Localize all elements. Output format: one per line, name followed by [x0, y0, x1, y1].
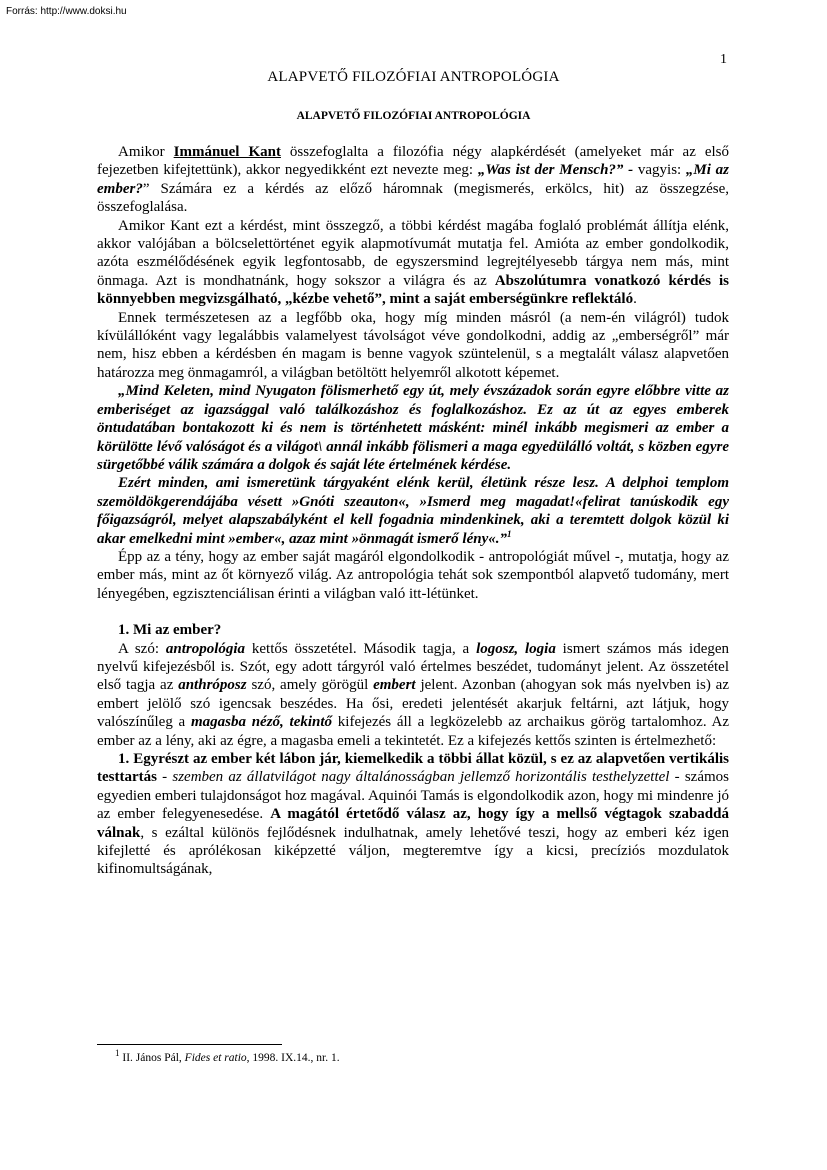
footnote-divider [97, 1044, 282, 1045]
section-heading: 1. Mi az ember? [118, 622, 222, 639]
header-title: ALAPVETŐ FILOZÓFIAI ANTROPOLÓGIA [267, 69, 560, 85]
footnote-ref: 1 [507, 528, 512, 539]
quote-mi-az-ember: „Mi az ember? [97, 162, 729, 197]
paragraph-vertical-posture: 1. Egyrészt az ember két lábon jár, kiemelkedik a többi állat közül, s ez az alapvetően vertikális testtartás - szemben az állatvilágot nagy általánosságban jellemző horizontális testhelyzettel - számos egyedien emberi tulajdonságot hoz magával. Aquinói Tamás is elgondolkodik azon, hogy mi mindenre jó az ember felegyenesedése. A magától értetődő válasz az, hogy így a mellső végtagok szabaddá válnak, s ezáltal különös fejlődésnek indulhatnak, amely lehetővé teszi, hogy az emberi kéz igen kifejletté és aprólékosan kiképzetté váljon, megteremtve így a kicsi, precíziós mozdulatok kifinomultságának, [97, 751, 729, 878]
source-label: Forrás: http://www.doksi.hu [6, 6, 127, 17]
paragraph-reason: Ennek természetesen az a legfőbb oka, hogy míg minden másról (a nem-én világról) tudok kívülállóként vagy legalábbis valamelyest távolságot véve gondolkodni, addig az „emberségről” már nem, hisz ebben a kérdésben én magam is benne vagyok szüntelenül, s a megtalált válasz alapvetően határozza meg önmagamról, a világban betöltött helyemről alkotott képemet. [97, 309, 729, 381]
kant-name: Immánuel Kant [173, 144, 281, 160]
paragraph-kant-question: Amikor Kant ezt a kérdést, mint összegző, a többi kérdést magába foglaló problémát állítja elénk, akkor valójában a bölcselettörténet egyik alapmotívumát mutatja fel. Amióta az ember gondolkodik, azóta eszmélődésének egyik legfontosabb, de egyszersmind legrejtélyesebb tárgya nem más, mint önmaga. Azt is mondhatnánk, hogy sokszor a világra és az Abszolútumra vonatkozó kérdés is könnyebben megvizsgálható, „kézbe vehető”, mint a saját emberségünkre reflektáló. [97, 217, 729, 308]
quote-paragraph-1: „Mind Keleten, mind Nyugaton fölismerhető egy út, mely évszázadok során egyre előbbre vitte az emberiséget az igazsággal való találkozáshoz és foglalkozáshoz. Ez az út az egyes emberek öntudatában bontakozott ki és nem is történhetett másként: minél inkább megismeri az ember a körülötte lévő valóságot és a világot\ annál inkább fölismeri a maga egyedülálló voltát, s közben egyre sürgetőbbé válik számára a dolgok és saját léte értelmének kérdése. [97, 383, 729, 473]
paragraph-etymology: A szó: antropológia kettős összetétel. Második tagja, a logosz, logia ismert számos más idegen nyelvű kifejezésből is. Szót, egy adott tárgyról való értelmes beszédet, tudományt jelent. Az összetétel első tagja az anthróposz szó, amely görögül embert jelent. Azonban (ahogyan sok más nyelvben is) az embert jelölő szó igencsak beszédes. Ha ősi, eredeti jelentését akarjuk feltárni, azt látjuk, hogy valószínűleg a magasba néző, tekintő kifejezés áll a legközelebb az archaikus görög tartalomhoz. Az ember az a lény, aki az égre, a magasba emeli a tekintetét. Ez a kifejezés kettős szinten is értelmezhető: [97, 640, 730, 749]
quote-paragraph-2: Ezért minden, ami ismeretünk tárgyaként elénk kerül, életünk része lesz. A delphoi templom szemöldökgerendájába vésett »Gnóti szeauton«, »Ismerd meg magadat!«felirat tanúskodik egy főigazságról, melyet alapszabályként el kell fogadnia mindenkinek, aki a teremtett dolgok közül ki akar emelkedni mint »ember«, azaz mint »önmagát ismerő lény«.”$^1$ [97, 475, 729, 547]
page-number: 1 [720, 52, 727, 67]
paragraph-anthropology: Épp az a tény, hogy az ember saját magáról elgondolkodik - antropológiát művel -, mutatja, hogy az ember más, mint az őt környező világ. Az antropológia tehát sok szempontból alapvető tudomány, mert lényegében, egzisztenciálisan érinti a világban való itt-létünket. [97, 548, 729, 602]
document-body [97, 143, 729, 879]
paragraph-intro: Amikor Immánuel Kant összefoglalta a filozófia négy alapkérdését (amelyeket már az első fejezetben kifejtettünk), akkor negyedikként ezt nevezte meg: „Was ist der Mensch?” - vagyis: „Mi az ember?” Számára ez a kérdés az előző háromnak (megismerés, erkölcs, hit) az összegzése, összefoglalása. [97, 144, 729, 216]
quote-was-ist: „Was ist der Mensch?” - [477, 162, 634, 179]
footnote: $^1$ II. János Pál, Fides et ratio, 1998. IX.14., nr. 1. [115, 1048, 340, 1064]
main-title: ALAPVETŐ FILOZÓFIAI ANTROPOLÓGIA [296, 110, 531, 122]
